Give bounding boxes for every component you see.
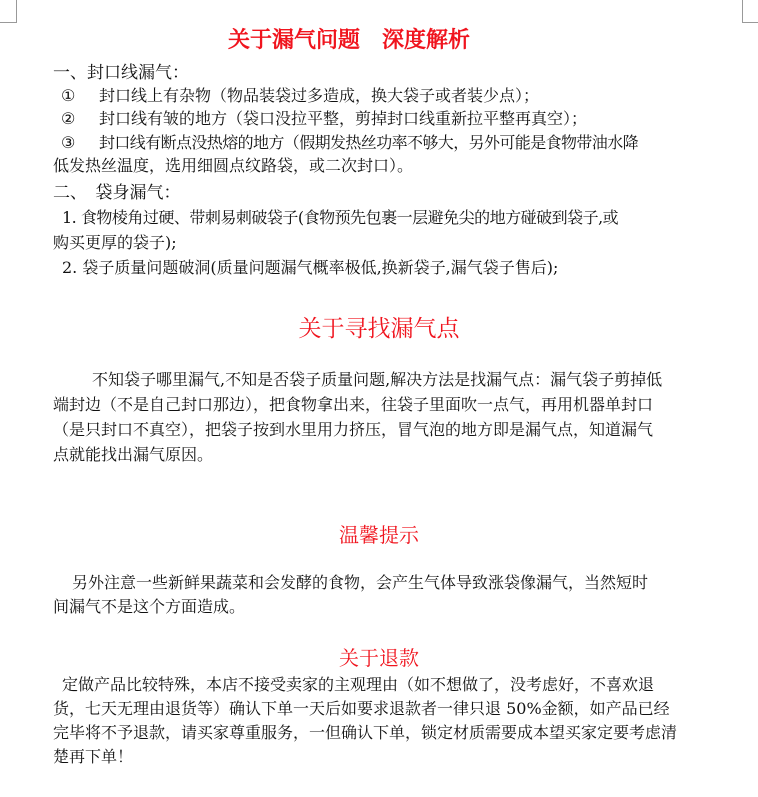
paragraph-line: 点就能找出漏气原因。	[53, 445, 214, 464]
page-title: 关于漏气问题 深度解析	[227, 27, 470, 53]
item-text-continued: 购买更厚的袋子);	[53, 233, 177, 252]
paragraph-line: 不知袋子哪里漏气,不知是否袋子质量问题,解决方法是找漏气点：漏气袋子剪掉低	[92, 370, 663, 389]
paragraph-line: 间漏气不是这个方面造成。	[53, 597, 246, 616]
item-number: ②	[61, 109, 76, 128]
paragraph-line: 完毕将不予退款，请买家尊重服务，一但确认下单，锁定材质需要成本望买家定要考虑清	[53, 723, 678, 742]
item-text: 2. 袋子质量问题破洞(质量问题漏气概率极低,换新袋子,漏气袋子售后);	[62, 258, 559, 277]
find-leak-title: 关于寻找漏气点	[298, 316, 460, 342]
page-corner-mark-right	[742, 0, 758, 23]
paragraph-line: 货，七天无理由退货等）确认下单一天后如要求退款者一律只退 50%金额，如产品已经	[53, 699, 670, 718]
paragraph-line: 定做产品比较特殊，本店不接受卖家的主观理由（如不想做了，没考虑好，不喜欢退	[62, 675, 655, 694]
section2-heading: 二、 袋身漏气：	[53, 183, 181, 203]
item-text: 1. 食物棱角过硬、带刺易刺破袋子(食物预先包裹一层避免尖的地方碰破到袋子,或	[62, 208, 619, 227]
paragraph-line: （是只封口不真空），把袋子按到水里用力挤压，冒气泡的地方即是漏气点，知道漏气	[53, 420, 654, 439]
section1-heading: 一、封口线漏气：	[53, 63, 189, 83]
paragraph-line: 另外注意一些新鲜果蔬菜和会发酵的食物，会产生气体导致涨袋像漏气，当然短时	[72, 573, 649, 592]
item-number: ③	[61, 133, 76, 152]
page-corner-mark-left	[0, 0, 17, 23]
item-text-continued: 低发热丝温度，选用细圆点纹路袋，或二次封口）。	[53, 156, 414, 175]
paragraph-line: 端封边（不是自己封口那边），把食物拿出来，往袋子里面吹一点气，再用机器单封口	[53, 395, 654, 414]
item-text: 封口线有断点没热熔的地方（假期发热丝功率不够大，另外可能是食物带油水降	[99, 133, 639, 152]
item-text: 封口线有皱的地方（袋口没拉平整，剪掉封口线重新拉平整再真空）；	[99, 109, 588, 128]
item-number: ①	[61, 86, 76, 105]
tip-title: 温馨提示	[339, 523, 419, 547]
item-text: 封口线上有杂物（物品装袋过多造成，换大袋子或者装少点）；	[99, 86, 540, 105]
refund-title: 关于退款	[339, 646, 419, 670]
paragraph-line: 楚再下单！	[53, 747, 134, 766]
